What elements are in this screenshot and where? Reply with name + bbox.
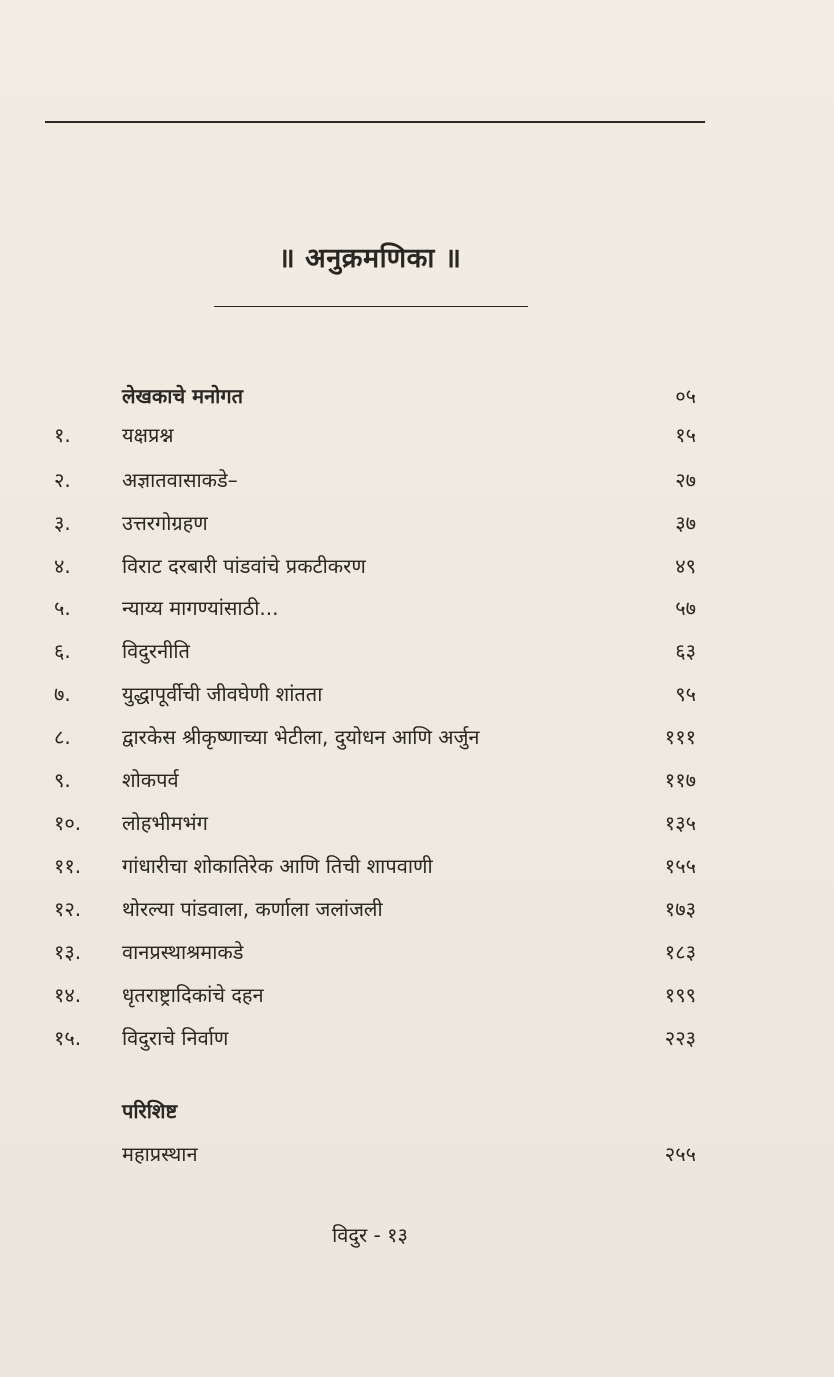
toc-entry-number: १४. (54, 983, 82, 1007)
toc-entry-number: ११. (54, 854, 82, 878)
toc-entry-label: विदुराचे निर्वाण (122, 1026, 229, 1050)
toc-entry-number: ८. (54, 725, 71, 749)
toc-entry-label: लोहभीमभंग (122, 811, 208, 835)
appendix-heading: परिशिष्ट (122, 1099, 178, 1123)
toc-row-preface (0, 378, 834, 414)
toc-entry-page: ९५ (675, 682, 696, 706)
toc-entry-number: १३. (54, 940, 82, 964)
toc-entry-number: १. (54, 423, 71, 447)
toc-row (0, 934, 834, 970)
toc-entry-label: महाप्रस्थान (122, 1142, 198, 1166)
toc-entry-page: ६३ (675, 639, 696, 663)
toc-entry-page: १३५ (664, 811, 696, 835)
toc-row (0, 633, 834, 669)
page-title: ॥ अनुक्रमणिका ॥ (278, 243, 462, 274)
page-footer: विदुर - १३ (332, 1223, 408, 1247)
toc-row (0, 719, 834, 755)
toc-entry-label: विदुरनीति (122, 639, 190, 663)
toc-row (0, 676, 834, 712)
toc-entry-number: १५. (54, 1026, 82, 1050)
toc-row-appendix (0, 1136, 834, 1172)
toc-entry-page: १८३ (664, 940, 696, 964)
toc-entry-page: २७ (675, 468, 696, 492)
toc-entry-number: ९. (54, 768, 71, 792)
toc-entry-label: उत्तरगोग्रहण (122, 511, 208, 535)
toc-entry-page: ११७ (664, 768, 696, 792)
toc-entry-page: २२३ (664, 1026, 696, 1050)
toc-entry-number: ५. (54, 596, 71, 620)
toc-entry-label: द्वारकेस श्रीकृष्णाच्या भेटीला, दुयोधन आणि अर्जुन (122, 725, 480, 749)
toc-entry-number: ४. (54, 554, 71, 578)
toc-row (0, 462, 834, 498)
toc-row (0, 590, 834, 626)
toc-row (0, 417, 834, 453)
toc-entry-label: शोकपर्व (122, 768, 179, 792)
toc-row (0, 762, 834, 798)
toc-entry-label: लेखकाचे मनोगत (122, 384, 244, 408)
toc-entry-number: १२. (54, 897, 82, 921)
toc-entry-label: धृतराष्ट्रादिकांचे दहन (122, 983, 264, 1007)
toc-entry-label: यक्षप्रश्न (122, 423, 174, 447)
toc-entry-number: २. (54, 468, 71, 492)
toc-entry-label: विराट दरबारी पांडवांचे प्रकटीकरण (122, 554, 366, 578)
toc-entry-page: १११ (664, 725, 696, 749)
toc-row (0, 848, 834, 884)
toc-entry-label: गांधारीचा शोकातिरेक आणि तिची शापवाणी (122, 854, 433, 878)
toc-row (0, 505, 834, 541)
toc-entry-label: थोरल्या पांडवाला, कर्णाला जलांजली (122, 897, 383, 921)
toc-row (0, 805, 834, 841)
toc-entry-number: ७. (54, 682, 71, 706)
toc-entry-page: ३७ (675, 511, 696, 535)
toc-entry-label: न्याय्य मागण्यांसाठी... (122, 596, 279, 620)
toc-entry-number: ३. (54, 511, 71, 535)
toc-entry-label: वानप्रस्थाश्रमाकडे (122, 940, 244, 964)
toc-entry-label: युद्धापूर्वीची जीवघेणी शांतता (122, 682, 323, 706)
toc-entry-page: १७३ (664, 897, 696, 921)
toc-row (0, 977, 834, 1013)
toc-entry-number: ६. (54, 639, 71, 663)
title-underline (214, 306, 528, 307)
toc-entry-page: १९९ (664, 983, 696, 1007)
toc-row (0, 891, 834, 927)
toc-entry-number: १०. (54, 811, 82, 835)
toc-row (0, 1020, 834, 1056)
top-rule (45, 121, 705, 123)
toc-entry-page: २५५ (664, 1142, 696, 1166)
toc-row (0, 548, 834, 584)
toc-entry-page: ४९ (675, 554, 696, 578)
toc-entry-page: ५७ (675, 596, 696, 620)
toc-entry-page: १५५ (664, 854, 696, 878)
toc-entry-page: ०५ (675, 384, 696, 408)
toc-entry-label: अज्ञातवासाकडे– (122, 468, 238, 492)
toc-entry-page: १५ (675, 423, 696, 447)
